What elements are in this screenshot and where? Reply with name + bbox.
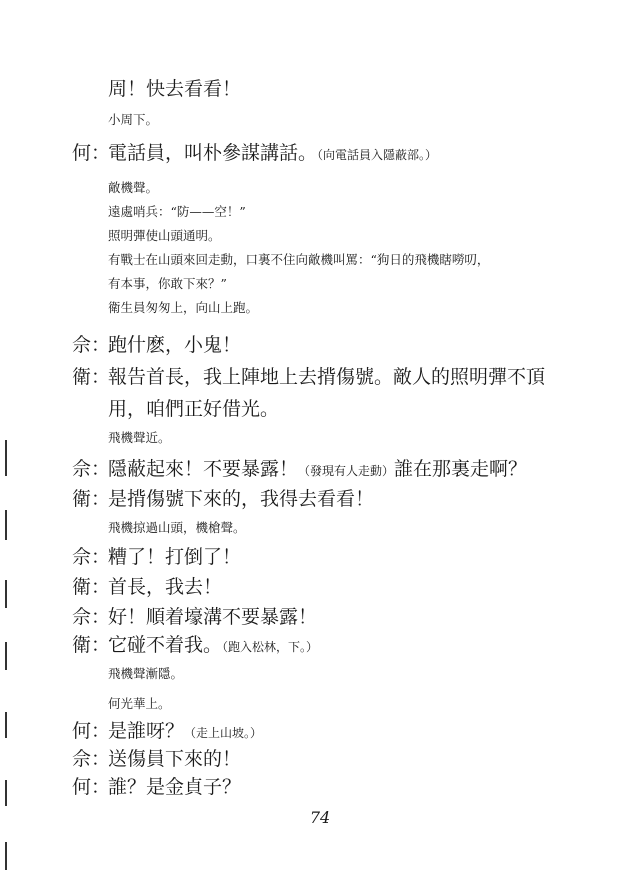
inline-stage-note: （向電話員入隱蔽部。） xyxy=(317,148,438,162)
speaker-label: 何： xyxy=(72,142,111,164)
speaker-label: 衛： xyxy=(72,576,111,598)
page-number: 74 xyxy=(309,808,331,827)
dialogue-text: 電話員，叫朴參謀講話。 xyxy=(108,142,318,164)
stage-direction: 衛生員匆匆上，向山上跑。 xyxy=(108,300,259,315)
speaker-label: 何： xyxy=(72,720,111,742)
speaker-label: 佘： xyxy=(72,334,111,356)
dialogue-text: 是誰呀？ xyxy=(108,720,185,742)
stage-direction: 有本事，你敢下來？” xyxy=(108,276,227,291)
speaker-label: 佘： xyxy=(72,606,111,628)
stage-direction: 敵機聲。 xyxy=(108,180,159,195)
dialogue-text: 誰在那裏走啊？ xyxy=(394,458,528,480)
dialogue-line xyxy=(72,572,222,599)
dialogue-line xyxy=(72,138,437,165)
stage-direction: 飛機掠過山頭，機槍聲。 xyxy=(108,520,246,535)
dialogue-line xyxy=(72,630,318,657)
dialogue-text: 報告首長，我上陣地上去揹傷號。敵人的照明彈不頂 xyxy=(108,366,546,388)
scan-mark xyxy=(5,440,7,476)
dialogue-text: 它碰不着我。 xyxy=(108,634,223,656)
stage-direction: 飛機聲近。 xyxy=(108,430,171,445)
dialogue-line xyxy=(72,362,545,389)
dialogue-text: 隱蔽起來！不要暴露！ xyxy=(108,458,299,480)
inline-stage-note: （跑入松林，下。） xyxy=(222,640,319,654)
speaker-label: 佘： xyxy=(72,546,111,568)
scan-mark xyxy=(5,580,7,608)
scan-mark xyxy=(5,510,7,540)
stage-direction: 遠處哨兵：“防——空！” xyxy=(108,204,246,219)
stage-direction: 何光華上。 xyxy=(108,696,171,711)
inline-stage-note: （走上山坡。） xyxy=(184,726,263,740)
dialogue-line xyxy=(72,454,527,481)
speaker-label: 衛： xyxy=(72,634,111,656)
speaker-label: 何： xyxy=(72,776,111,798)
stage-direction: 小周下。 xyxy=(108,112,159,127)
dialogue-line xyxy=(72,330,241,357)
dialogue-text: 好！順着壕溝不要暴露！ xyxy=(108,606,318,628)
dialogue-line xyxy=(72,542,241,569)
dialogue-text: 首長，我去！ xyxy=(108,576,223,598)
dialogue-line xyxy=(72,772,241,799)
speaker-label: 佘： xyxy=(72,748,111,770)
scan-mark xyxy=(5,780,7,806)
inline-stage-note: （發現有人走動） xyxy=(298,464,395,478)
scan-mark xyxy=(5,712,7,738)
scan-mark xyxy=(5,642,7,670)
dialogue-line xyxy=(72,484,374,511)
scan-mark xyxy=(5,842,7,870)
stage-direction: 照明彈使山頭通明。 xyxy=(108,228,221,243)
dialogue-text: 誰？是金貞子？ xyxy=(108,776,242,798)
dialogue-line xyxy=(72,716,262,743)
dialogue-text: 送傷員下來的！ xyxy=(108,748,242,770)
speaker-label: 佘： xyxy=(72,458,111,480)
dialogue-continuation: 用，咱們正好借光。 xyxy=(108,398,280,420)
dialogue-text: 糟了！打倒了！ xyxy=(108,546,242,568)
speaker-label: 衛： xyxy=(72,488,111,510)
dialogue-line xyxy=(72,744,241,771)
dialogue-line xyxy=(72,602,317,629)
stage-direction: 飛機聲漸隱。 xyxy=(108,666,184,681)
dialogue-text: 跑什麽，小鬼！ xyxy=(108,334,242,356)
dialogue-text: 是揹傷號下來的，我得去看看！ xyxy=(108,488,375,510)
speaker-label: 衛： xyxy=(72,366,111,388)
stage-direction: 有戰士在山頭來回走動，口裏不住向敵機叫罵：“狗日的飛機瞎嘮叨， xyxy=(108,252,490,267)
script-line: 周！快去看看！ xyxy=(108,78,242,100)
